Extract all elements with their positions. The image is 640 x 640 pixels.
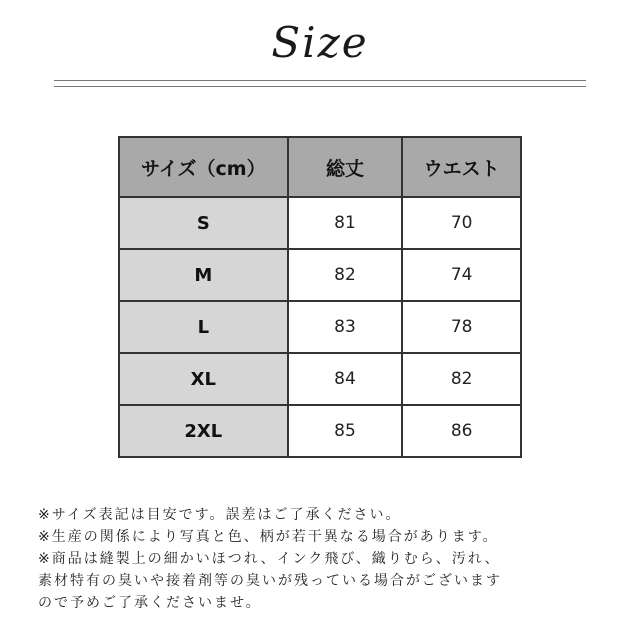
table-row	[119, 197, 521, 249]
waist-value: 70	[402, 197, 521, 249]
note-line: 素材特有の臭いや接着剤等の臭いが残っている場合がございます	[38, 573, 502, 589]
length-value: 82	[288, 249, 403, 301]
size-label: XL	[119, 353, 288, 405]
waist-value: 78	[402, 301, 521, 353]
table-row	[119, 301, 521, 353]
title-divider-top	[54, 80, 586, 81]
waist-value: 74	[402, 249, 521, 301]
size-label: 2XL	[119, 405, 288, 457]
table-row	[119, 249, 521, 301]
table-header-row	[119, 137, 521, 197]
header-size: サイズ（cm）	[119, 137, 288, 197]
size-table	[118, 136, 522, 458]
length-value: 81	[288, 197, 403, 249]
note-line: ※生産の関係により写真と色、柄が若干異なる場合があります。	[38, 529, 499, 545]
length-value: 84	[288, 353, 403, 405]
table-row	[119, 405, 521, 457]
notes-block	[38, 504, 608, 614]
size-label: S	[119, 197, 288, 249]
note-line: ので予めご了承くださいませ。	[38, 595, 262, 611]
note-line: ※商品は縫製上の細かいほつれ、インク飛び、織りむら、汚れ、	[38, 551, 501, 567]
header-length: 総丈	[288, 137, 403, 197]
waist-value: 82	[402, 353, 521, 405]
note-line: ※サイズ表記は目安です。誤差はご了承ください。	[38, 507, 402, 523]
size-label: L	[119, 301, 288, 353]
header-waist: ウエスト	[402, 137, 521, 197]
table-row	[119, 353, 521, 405]
page-title: Size	[271, 18, 369, 67]
title-divider-bottom	[54, 86, 586, 87]
length-value: 83	[288, 301, 403, 353]
length-value: 85	[288, 405, 403, 457]
waist-value: 86	[402, 405, 521, 457]
size-label: M	[119, 249, 288, 301]
